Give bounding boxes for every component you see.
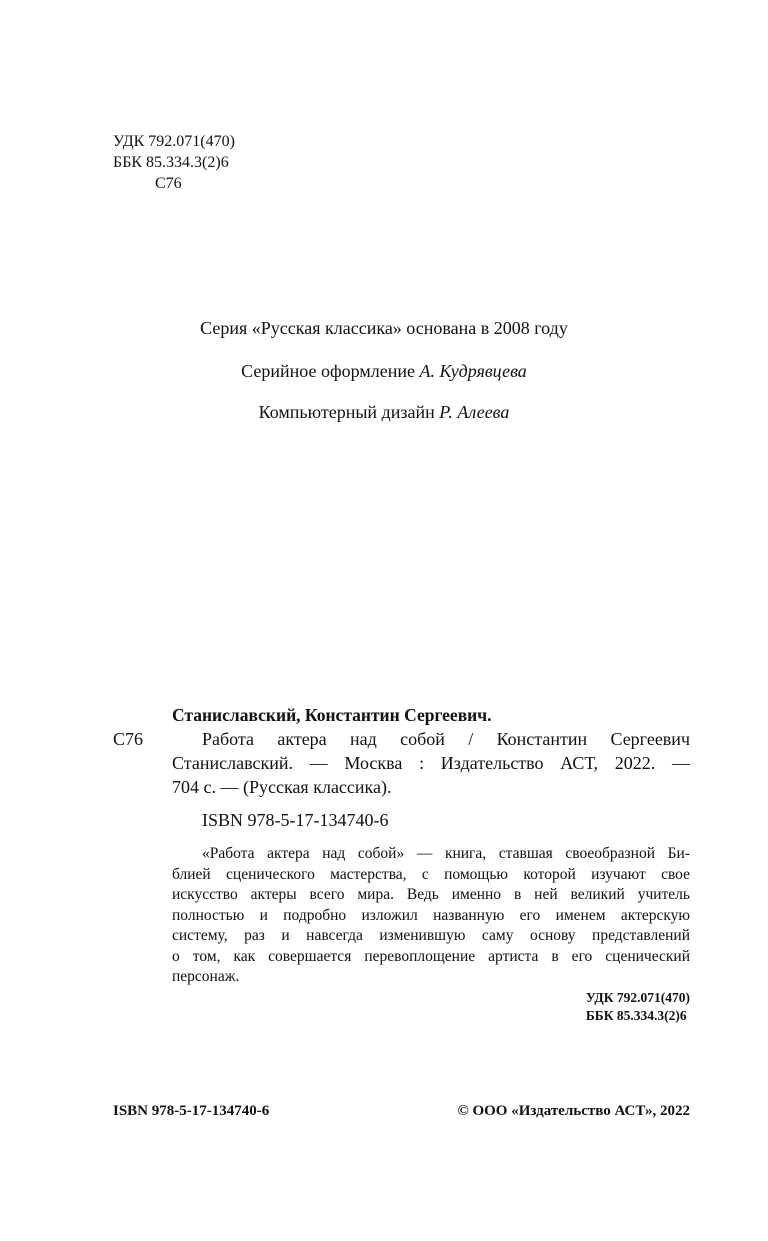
computer-design-credit: [0, 402, 768, 423]
series-note: [0, 318, 768, 339]
udk-code: УДК 792.071(470): [113, 133, 235, 150]
description-line: Работа актера над собой / Константин Сергеевич: [202, 729, 690, 749]
isbn-entry: ISBN 978-5-17-134740-6: [202, 810, 389, 830]
series-text: Серия «Русская классика» основана в 2008 году: [200, 318, 568, 338]
author-sign: С76: [155, 175, 182, 192]
annotation-line: «Работа актера над собой» — книга, ставшая своеобразной Би-: [202, 845, 690, 862]
computer-design-name: Р. Алеева: [439, 402, 510, 422]
shelf-mark: С76: [113, 729, 144, 749]
description-line: 704 с. — (Русская классика).: [172, 777, 392, 797]
series-design-name: А. Кудрявцева: [419, 361, 527, 381]
series-design-label: Серийное оформление: [241, 361, 420, 381]
description-line: Станиславский. — Москва : Издательство АСТ, 2022. —: [172, 753, 690, 773]
bibliographic-description: [172, 727, 690, 799]
annotation-line: полностью и подробно изложил названную его именем актерскую: [172, 906, 690, 924]
annotation-line: блией сценического мастерства, с помощью которой изучают свое: [172, 865, 690, 883]
copyright-notice: © ООО «Издательство АСТ», 2022: [457, 1103, 690, 1119]
annotation-line: о том, как совершается перевоплощение артиста в его сценический: [172, 947, 690, 965]
annotation-line: искусство актеры всего мира. Ведь именно в ней великий учитель: [172, 886, 690, 903]
series-design-credit: [0, 361, 768, 382]
card-udk-code: УДК 792.071(470): [585, 990, 690, 1005]
card-classification-codes: [586, 989, 690, 1025]
annotation-line: персонаж.: [172, 968, 240, 985]
annotation-line: систему, раз и навсегда изменившую саму основу представлений: [172, 927, 690, 944]
annotation: [172, 844, 690, 988]
computer-design-label: Компьютерный дизайн: [258, 402, 440, 422]
card-bbk-code: ББК 85.334.3(2)6: [585, 1008, 687, 1023]
author-heading: Станиславский, Константин Сергеевич.: [172, 705, 492, 725]
classification-codes: [113, 131, 235, 194]
bbk-code: ББК 85.334.3(2)6: [113, 154, 229, 171]
footer-isbn: ISBN 978-5-17-134740-6: [113, 1103, 270, 1119]
